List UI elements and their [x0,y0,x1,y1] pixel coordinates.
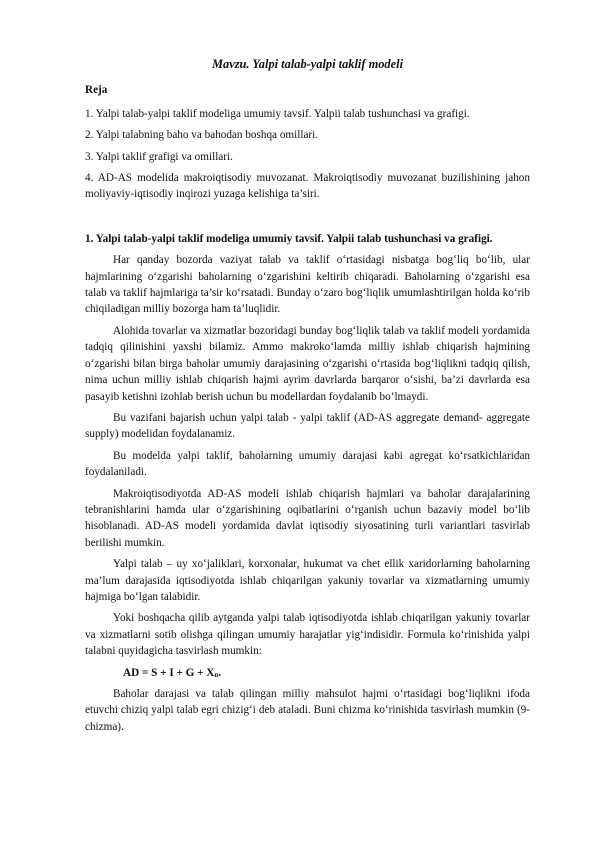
body-paragraph: Bu vazifani bajarish uchun yalpi talab - yalpi taklif (AD-AS aggregate demand- aggregate supply) modelidan foydalanamiz. [85,411,530,441]
aggregate-demand-formula [85,665,530,683]
plan-item: 4. AD-AS modelida makroiqtisodiy muvozanat. Makroiqtisodiy muvozanat buzilishining jahon moliyaviy-iqtisodiy inqirozi yuzaga kelishiga ta’siri. [85,172,530,201]
plan-item: 2. Yalpi talabning baho va bahodan boshqa omillari. [85,129,319,142]
body-paragraph: Har qanday bozorda vaziyat talab va taklif o‘rtasidagi nisbatga bog‘liq bo‘lib, ular hajmlarining o‘zgarishi baholarning o‘zgarishini keltirib chiqaradi. Baholarning o‘zgarishi esa talab va taklif hajmlariga ta’sir ko‘rsatadi. Bunday o‘zaro bog‘liqlik umumlashtirilgan holda ko‘rib chiqiladigan milliy bozorga ham ta’luqlidir. [85,254,530,316]
formula-main: AD = S + I + G + X [123,666,215,679]
document-title: Mavzu. Yalpi talab-yalpi taklif modeli [211,57,404,71]
document-page [85,56,530,740]
body-paragraph: Makroiqtisodiyotda AD-AS modeli ishlab chiqarish hajmlari va baholar darajalarining tebranishlarini hamda ular o‘zgarishining oqibatlarini o‘rganish uchun bazaviy model bo‘lib hisoblanadi. AD-AS modeli yordamida davlat iqtisodiy siyosatining turli variantlari tasvirlab berilishi mumkin. [85,487,530,549]
body-paragraph: Yoki boshqacha qilib aytganda yalpi talab iqtisodiyotda ishlab chiqarilgan yakuniy tovarlar va xizmatlarni sotib olishga qilingan umumiy harajatlar yig‘indisidir. Formula ko‘rinishida yalpi talabni quyidagicha tasvirlash mumkin: [85,612,530,658]
section-heading: 1. Yalpi talab-yalpi taklif modeliga umumiy tavsif. Yalpii talab tushunchasi va grafigi. [85,232,493,245]
body-paragraph: Alohida tovarlar va xizmatlar bozoridagi bunday bog‘liqlik talab va taklif modeli yordamida tadqiq qilinishini yaxshi bilamiz. Ammo makroko‘lamda milliy ishlab chiqarish hajmining o‘zgarishi bilan birga baholar umumiy darajasining o‘zgarishi o‘rtasida bog‘liqlikni tadqiq qilish, nima uchun milliy ishlab chiqarish hajmi ayrim davrlarda barqaror o‘sishi, ba’zi davrlarda esa pasayib ketishni izohlab berish uchun bu modellardan foydalanib bo‘lmaydi. [85,324,530,403]
plan-heading: Reja [85,84,108,97]
plan-item: 1. Yalpi talab-yalpi taklif modeliga umumiy tavsif. Yalpii talab tushunchasi va grafigi. [85,107,470,120]
body-paragraph: Yalpi talab – uy xo‘jaliklari, korxonalar, hukumat va chet ellik xaridorlarning baholarning ma’lum darajasida iqtisodiyotda ishlab chiqarilgan yakuniy tovarlar va xizmatlarning umumiy hajmiga bo‘lgan talabidir. [85,558,530,603]
formula-tail: . [218,666,222,679]
plan-item: 3. Yalpi taklif grafigi va omillari. [85,150,233,163]
formula-subscript: n [214,670,219,679]
plan-list [85,106,530,203]
body-paragraph: Baholar darajasi va talab qilingan milliy mahsulot hajmi o‘rtasidagi bog‘liqlikni ifoda etuvchi chiziq yalpi talab egri chizig‘i deb ataladi. Buni chizma ko‘rinishida tasvirlash mumkin (9-chizma). [85,688,530,733]
body-paragraph: Bu modelda yalpi taklif, baholarning umumiy darajasi kabi agregat ko‘rsatkichlaridan foydalaniladi. [85,449,530,479]
